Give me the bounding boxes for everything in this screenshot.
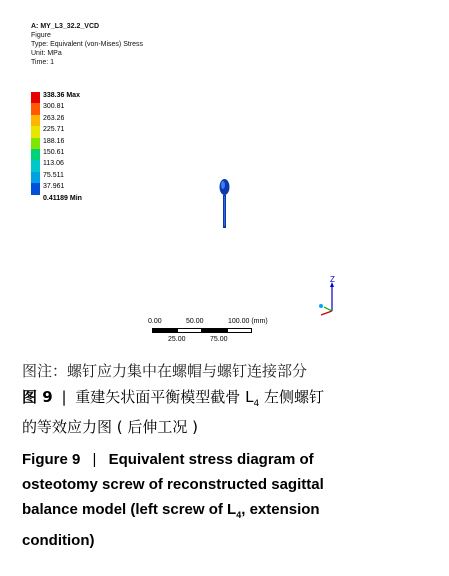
en-caption-line: Equivalent stress diagram of bbox=[108, 451, 314, 468]
legend-max: 338.36 Max bbox=[43, 92, 80, 99]
cn-caption-line: 的等效应力图 ( 后伸工况 ) bbox=[22, 418, 199, 436]
triad-origin-ball bbox=[319, 304, 323, 308]
scale-label: 25.00 bbox=[168, 336, 186, 343]
cn-caption-line-end: 左侧螺钉 bbox=[263, 388, 324, 406]
scale-label: 50.00 bbox=[186, 318, 204, 325]
en-caption-line: balance model (left screw of L bbox=[22, 501, 237, 518]
legend-level: 75.511 bbox=[43, 171, 64, 179]
legend-level: 37.961 bbox=[43, 183, 65, 191]
legend-level: 188.16 bbox=[43, 137, 65, 145]
en-caption-line: osteotomy screw of reconstructed sagittal bbox=[22, 476, 324, 493]
legend-level: 150.61 bbox=[43, 149, 65, 157]
result-unit: Unit: MPa bbox=[31, 50, 62, 57]
cn-caption-line: 重建矢状面平衡模型截骨 L bbox=[75, 388, 254, 406]
cn-caption-sub: 4 bbox=[253, 399, 260, 409]
figure-label: Figure bbox=[31, 32, 51, 39]
cn-figure-number: 图 9 bbox=[22, 388, 53, 406]
figure-note: 图注：螺钉应力集中在螺帽与螺钉连接部分 bbox=[22, 362, 308, 380]
legend-level: 300.81 bbox=[43, 103, 65, 111]
scale-segment bbox=[177, 328, 202, 333]
scale-bar bbox=[142, 318, 282, 348]
caption-divider: | bbox=[92, 451, 97, 468]
scale-segment bbox=[227, 328, 252, 333]
chinese-caption bbox=[22, 386, 324, 439]
scale-label: 0.00 bbox=[148, 318, 162, 325]
result-time: Time: 1 bbox=[31, 59, 55, 66]
screw-head-highlight bbox=[221, 181, 225, 189]
en-figure-number: Figure 9 bbox=[22, 451, 81, 468]
legend-level: 263.26 bbox=[43, 114, 65, 122]
legend-level: 225.71 bbox=[43, 126, 65, 134]
scale-label: 75.00 bbox=[210, 336, 228, 343]
z-axis-label: Z bbox=[330, 275, 335, 284]
y-axis-line bbox=[324, 307, 332, 311]
x-axis-line bbox=[321, 311, 332, 315]
en-caption-line-end: , extension bbox=[241, 501, 320, 518]
caption-divider: | bbox=[61, 388, 67, 406]
scale-label: 100.00 (mm) bbox=[228, 318, 268, 325]
english-caption bbox=[22, 447, 442, 553]
scale-segment bbox=[152, 328, 177, 333]
scale-segment bbox=[202, 328, 227, 333]
axis-triad bbox=[310, 275, 350, 330]
en-caption-line: condition) bbox=[22, 532, 95, 549]
en-caption-sub: 4 bbox=[236, 510, 242, 520]
legend-min: 0.41189 Min bbox=[43, 194, 82, 202]
result-type: Type: Equivalent (von-Mises) Stress bbox=[31, 41, 144, 48]
model-name: A: MY_L3_32.2_VCD bbox=[31, 23, 100, 30]
legend-level: 113.06 bbox=[43, 160, 64, 168]
